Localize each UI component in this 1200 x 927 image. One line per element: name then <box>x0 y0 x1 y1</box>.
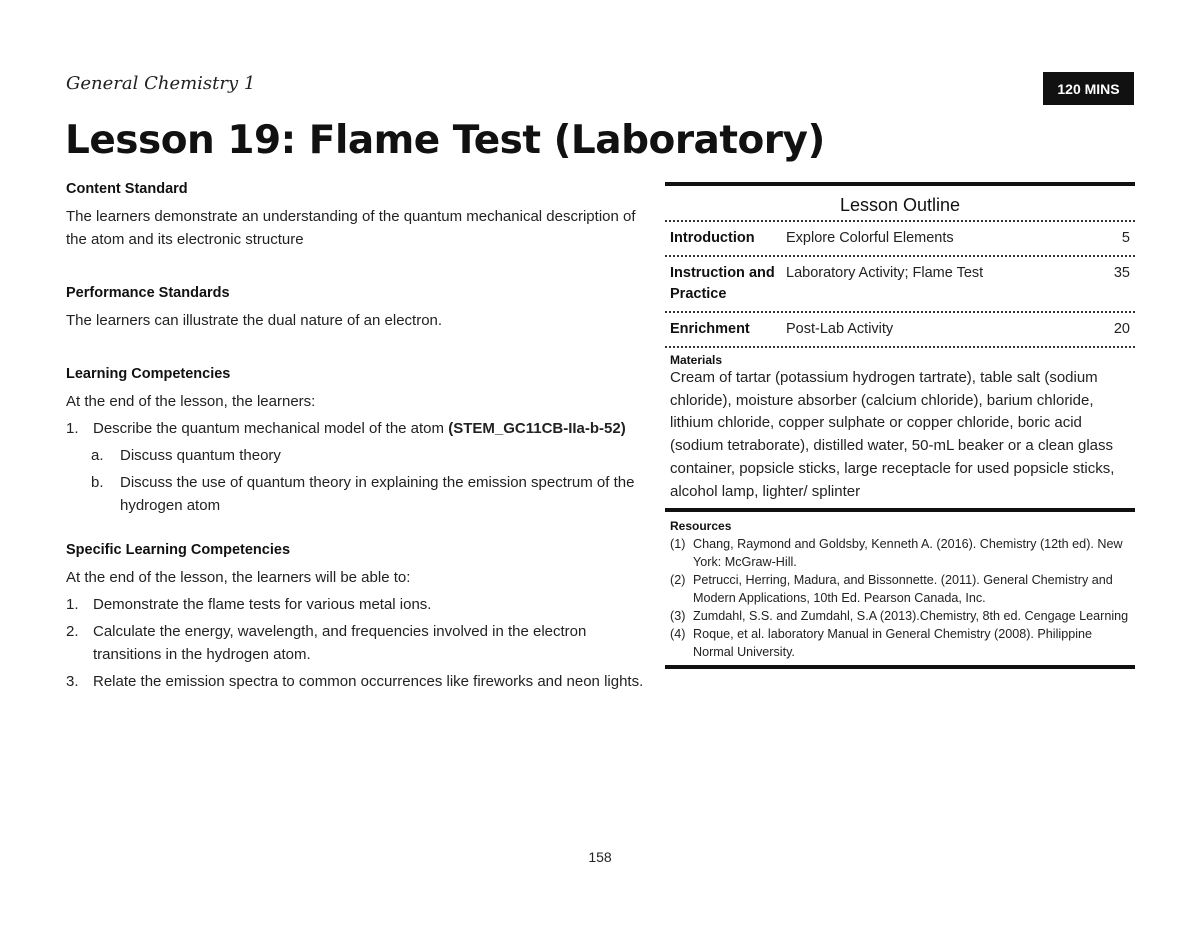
outline-activity: Explore Colorful Elements <box>786 230 954 246</box>
list-item <box>66 417 651 440</box>
lesson-outline-box <box>665 182 1135 669</box>
specific-competencies-heading: Specific Learning Competencies <box>66 542 291 558</box>
competency-code: (STEM_GC11CB-IIa-b-52) <box>448 420 626 437</box>
outline-minutes: 20 <box>1113 321 1130 337</box>
list-marker: 1. <box>66 596 79 613</box>
list-item-text: Discuss the use of quantum theory in explaining the emission spectrum of the hydrogen atom <box>120 474 635 514</box>
list-item-text: Chang, Raymond and Goldsby, Kenneth A. (2016). Chemistry (12th ed). New York: McGraw-Hill. <box>693 537 1123 570</box>
list-marker: (1) <box>670 537 686 552</box>
list-item <box>670 607 1130 625</box>
learning-competencies-sublist <box>66 444 651 517</box>
specific-competencies-list <box>66 593 651 693</box>
list-item-text: Roque, et al. laboratory Manual in General Chemistry (2008). Philippine Normal University. <box>693 627 1093 660</box>
list-marker: 3. <box>66 673 79 690</box>
list-marker: (2) <box>670 573 686 588</box>
list-item <box>66 444 651 467</box>
specific-competencies-intro: At the end of the lesson, the learners will be able to: <box>66 569 411 586</box>
list-item-text: Discuss quantum theory <box>120 447 281 464</box>
subject-label: General Chemistry 1 <box>66 73 256 94</box>
page-number: 158 <box>588 849 612 865</box>
list-item-text: Calculate the energy, wavelength, and frequencies involved in the electron transitions in the hydrogen atom. <box>93 623 587 663</box>
content-standard-heading: Content Standard <box>66 181 188 197</box>
list-item <box>66 620 651 666</box>
duration-badge: 120 MINS <box>1043 72 1134 105</box>
list-item <box>66 670 651 693</box>
performance-standards-text: The learners can illustrate the dual nature of an electron. <box>66 312 443 329</box>
outline-activity: Post-Lab Activity <box>786 321 894 337</box>
list-item-text: Relate the emission spectra to common occurrences like fireworks and neon lights. <box>93 673 644 690</box>
list-item <box>670 571 1130 607</box>
outline-section: Introduction <box>670 230 755 246</box>
list-item-text: Demonstrate the flame tests for various metal ions. <box>93 596 432 613</box>
list-marker: 1. <box>66 420 79 437</box>
list-item <box>66 593 651 616</box>
outline-row <box>665 222 1135 255</box>
outline-minutes: 35 <box>1113 265 1130 281</box>
materials-text: Cream of tartar (potassium hydrogen tartrate), table salt (sodium chloride), moisture absorber (calcium chloride), barium chloride, lithium chloride, copper sulphate or copper chloride, boric acid (sodium tetraborate), distilled water, 50-mL beaker or a clean glass container, popsicle sticks, large receptacle for used popsicle sticks, alcohol lamp, lighter/ splinter <box>670 369 1115 500</box>
resources-heading: Resources <box>670 519 732 534</box>
list-marker: (3) <box>670 609 686 624</box>
list-item-text: Zumdahl, S.S. and Zumdahl, S.A (2013).Chemistry, 8th ed. Cengage Learning <box>693 609 1129 624</box>
resources-list <box>665 535 1135 665</box>
outline-section: Instruction and Practice <box>670 265 775 302</box>
list-item <box>670 535 1130 571</box>
left-column <box>66 178 651 697</box>
list-marker: (4) <box>670 627 686 642</box>
list-item-text: Describe the quantum mechanical model of the atom <box>93 420 445 437</box>
lesson-title: Lesson 19: Flame Test (Laboratory) <box>65 118 825 163</box>
list-item-text: Petrucci, Herring, Madura, and Bissonnette. (2011). General Chemistry and Modern Applications, 10th Ed. Pearson Canada, Inc. <box>693 573 1113 606</box>
list-item <box>66 471 651 517</box>
materials-heading: Materials <box>670 353 723 367</box>
outline-row <box>665 257 1135 311</box>
bottom-rule <box>665 665 1135 669</box>
lesson-outline-title: Lesson Outline <box>839 195 961 215</box>
list-marker: 2. <box>66 623 79 640</box>
outline-activity: Laboratory Activity; Flame Test <box>786 265 984 281</box>
outline-section: Enrichment <box>670 321 750 337</box>
learning-competencies-intro: At the end of the lesson, the learners: <box>66 393 316 410</box>
list-item <box>670 625 1130 661</box>
performance-standards-heading: Performance Standards <box>66 285 230 301</box>
list-marker: b. <box>91 474 104 491</box>
outline-row <box>665 313 1135 346</box>
outline-minutes: 5 <box>1121 230 1130 246</box>
learning-competencies-heading: Learning Competencies <box>66 366 231 382</box>
list-marker: a. <box>91 447 104 464</box>
learning-competencies-list <box>66 417 651 440</box>
content-standard-text: The learners demonstrate an understanding of the quantum mechanical description of the atom and its electronic structure <box>66 208 636 248</box>
